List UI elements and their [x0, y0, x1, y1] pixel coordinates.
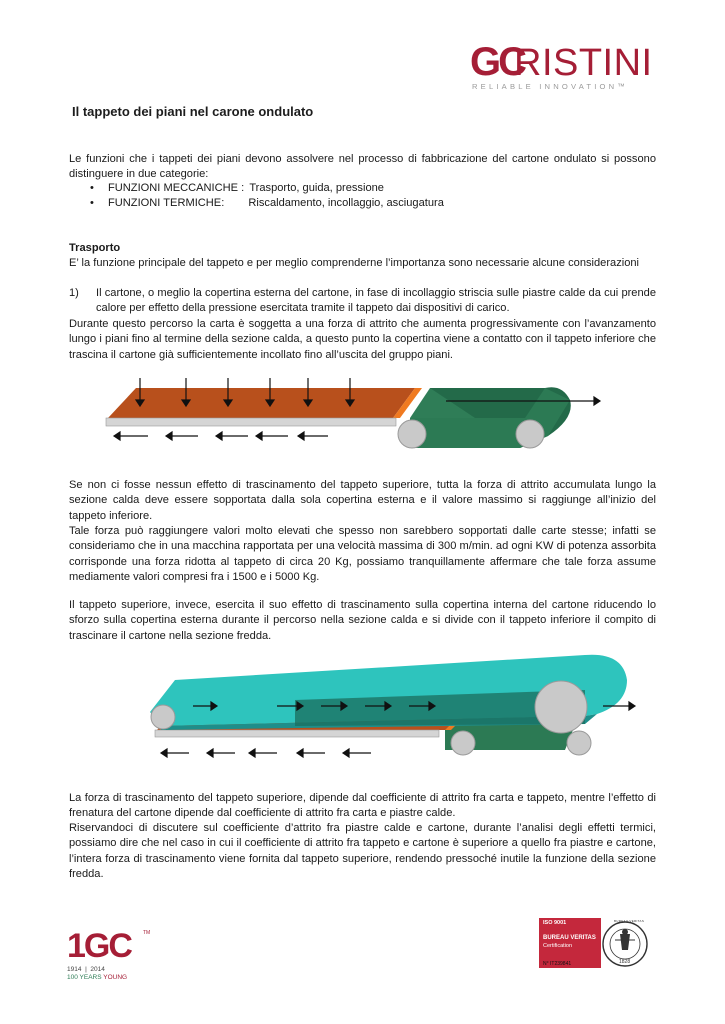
point-text: Il cartone, o meglio la copertina esterna del cartone, in fase di incollaggio striscia sulle piastre calde da cui prende calore per effetto della pressione esercitata tramite il tappeto dai dispositivi di carico.: [96, 287, 656, 315]
anniversary-years: 1914 | 2014: [67, 966, 105, 973]
roller-big: [535, 681, 587, 733]
roller-left: [151, 705, 175, 729]
paragraph-2: Se non ci fosse nessun effetto di trascinamento del tappeto superiore, tutta la forza di attrito accumulata lungo la sezione calda deve essere sopportata dalla sola copertina esterna e il valore massimo si raggiunge all’inizio del tappeto inferiore.: [69, 479, 656, 522]
paragraph-5: La forza di trascinamento del tappeto superiore, dipende dal coefficiente di attrito fra carta e tappeto, mentre l’effetto di frenatura del cartone dipende dal coefficiente di attrito fra carta e piastre calde.: [69, 792, 656, 820]
cardboard-strip: [155, 730, 439, 737]
anniversary-logo: [67, 928, 157, 988]
diagram-lower-belt: [100, 370, 610, 455]
trademark: TM: [143, 930, 151, 936]
cert-iso: ISO 9001: [543, 920, 567, 926]
bullet-icon: •: [90, 197, 94, 209]
logo-mark: GC: [470, 40, 524, 84]
paragraph-3: Tale forza può raggiungere valori molto elevati che spesso non sarebbero sopportati dalle carte stesse; infatti se consideriamo che in una macchina rapportata per una velocità massima di 300 m/min. ad ogni KW di potenza assorbita corrisponde una forza ridotta al tappeto di circa 20 Kg, possiamo tranquillamente affermare che tale forza assume mediamente valori compresi fra i 1500 e i 5000 Kg.: [69, 525, 656, 584]
cert-number: N° IT239841: [543, 961, 572, 967]
roller-right: [516, 420, 544, 448]
page-title: Il tappeto dei piani nel carone ondulato: [72, 104, 314, 119]
logo-tagline: RELIABLE INNOVATION™: [472, 82, 629, 91]
seal-year: 1828: [619, 959, 631, 965]
section-intro: E’ la funzione principale del tappeto e per meglio comprenderne l’importanza sono necessarie alcune considerazioni: [69, 257, 640, 269]
friction-arrows: [114, 432, 328, 440]
anniversary-mark: 1GC: [67, 927, 131, 965]
bullet-icon: •: [90, 182, 94, 194]
intro-paragraph: Le funzioni che i tappeti dei piani devono assolvere nel processo di fabbricazione del cartone ondulato si possono distinguere in due categorie:: [69, 153, 656, 181]
friction-arrows: [161, 749, 371, 757]
cert-sub: Certification: [543, 943, 573, 949]
bullet-label: FUNZIONI MECCANICHE :: [108, 182, 245, 194]
paragraph-1: Durante questo percorso la carta è soggetta a una forza di attrito che aumenta progressivamente con l’avanzamento lungo i piani fino al termine della sezione calda, a questo punto la copertina viene a contatto con il tappeto inferiore che trascina il cartone già sufficientemente incollato fino all’uscita del gruppo piani.: [69, 318, 656, 361]
bullet-value: Riscaldamento, incollaggio, asciugatura: [248, 197, 444, 209]
anniversary-slogan: 100 YEARS YOUNG: [67, 974, 128, 981]
numbered-point-1: [69, 286, 656, 317]
paragraph-6: Riservandoci di discutere sul coefficiente d’attrito fra piastre calde e cartone, durante l’analisi degli effetti termici, possiamo dire che nel caso in cui il coefficiente di attrito fra tappeto e cartone è superiore a quello fra piastre e cartone, l’intera forza di trascinamento viene fornita dal tappeto superiore, rendendo pressoché inutile la funzione della sezione fredda.: [69, 822, 656, 881]
cert-name: BUREAU VERITAS: [543, 935, 596, 941]
certification-badge: [535, 918, 650, 970]
company-logo: [470, 40, 660, 100]
paragraph-4: Il tappeto superiore, invece, esercita il suo effetto di trascinamento sulla copertina interna del cartone riducendo lo sforzo sulla copertina esterna durante il percorso nella sezione calda e si divide con il tappeto inferiore il compito di trascinare il cartone nella sezione fredda.: [69, 599, 656, 642]
seal-text: BUREAU VERITAS: [614, 919, 645, 923]
bullet-label: FUNZIONI TERMICHE:: [108, 197, 225, 209]
section-heading: Trasporto: [69, 242, 121, 254]
cardboard-strip: [106, 418, 396, 426]
point-number: 1): [69, 287, 79, 299]
roller-left: [398, 420, 426, 448]
bullet-value: Trasporto, guida, pressione: [249, 182, 384, 194]
diagram-upper-belt: [145, 650, 645, 765]
bullet-item-mechanical: [90, 181, 384, 196]
bullet-item-thermal: [90, 196, 444, 211]
logo-text: RISTINI: [514, 42, 653, 84]
hot-plate-section: [108, 388, 415, 418]
